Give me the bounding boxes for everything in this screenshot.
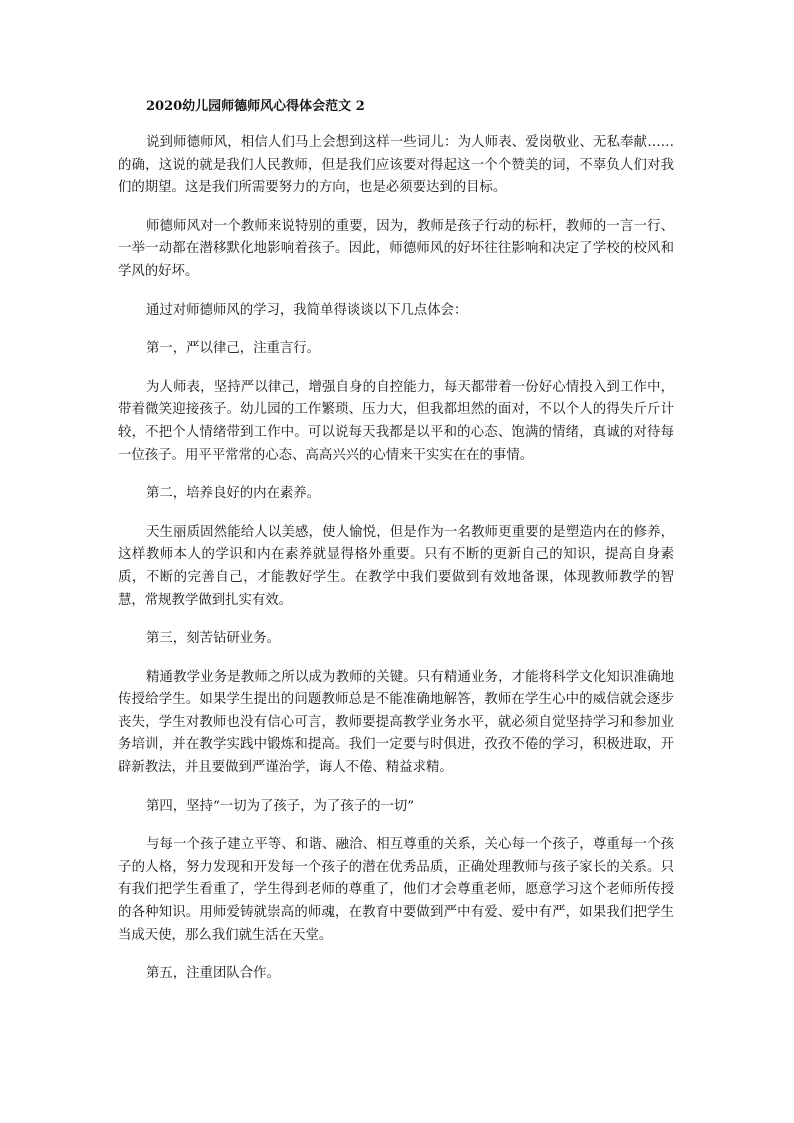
paragraph-7: 与每一个孩子建立平等、和谐、融洽、相互尊重的关系，关心每一个孩子，尊重每一个孩子的人格，努力发现和开发每一个孩子的潜在优秀品质，正确处理教师与孩子家长的关系。只有我们把学生看重了，学生得到老师的尊重了，他们才会尊重老师，愿意学习这个老师所传授的各种知识。用师爱铸就崇高的师魂，在教育中要做到严中有爱、爱中有严，如果我们把学生当成天使，那么我们就生活在天堂。 (118, 837, 674, 943)
paragraph-2: 师德师风对一个教师来说特别的重要，因为，教师是孩子行动的标杆，教师的一言一行、一举一动都在潜移默化地影响着孩子。因此，师德师风的好坏往往影响和决定了学校的校风和学风的好坏。 (118, 218, 674, 279)
paragraph-1: 说到师德师风，相信人们马上会想到这样一些词儿：为人师表、爱岗敬业、无私奉献……的确，这说的就是我们人民教师，但是我们应该要对得起这一个个赞美的词，不辜负人们对我们的期望。这是我们所需要努力的方向，也是必须要达到的目标。 (118, 135, 674, 196)
section-heading-3: 第三，刻苦钻研业务。 (146, 631, 280, 647)
section-heading-2: 第二，培养良好的内在素养。 (146, 486, 321, 502)
document-title: 2020幼儿园师德师风心得体会范文 2 (146, 99, 365, 114)
paragraph-3: 通过对师德师风的学习，我简单得谈谈以下几点体会： (146, 302, 468, 318)
section-heading-1: 第一，严以律己，注重言行。 (146, 341, 321, 357)
paragraph-5: 天生丽质固然能给人以美感，使人愉悦，但是作为一名教师更重要的是塑造内在的修养，这样教师本人的学识和内在素养就显得格外重要。只有不断的更新自己的知识，提高自身素质，不断的完善自己，才能教好学生。在教学中我们要做到有效地备课，体现教师教学的智慧，常规教学做到扎实有效。 (118, 524, 674, 608)
paragraph-6: 精通教学业务是教师之所以成为教师的关键。只有精通业务，才能将科学文化知识准确地传授给学生。如果学生提出的问题教师总是不能准确地解答，教师在学生心中的威信就会逐步丧失，学生对教师也没有信心可言，教师要提高教学业务水平，就必须自觉坚持学习和参加业务培训，并在教学实践中锻炼和提高。我们一定要与时俱进，孜孜不倦的学习，积极进取，开辟新教法，并且要做到严谨治学，诲人不倦、精益求精。 (118, 669, 674, 776)
section-heading-4: 第四，坚持“一切为了孩子，为了孩子的一切” (146, 798, 415, 814)
paragraph-4: 为人师表，坚持严以律己，增强自身的自控能力，每天都带着一份好心情投入到工作中，带着微笑迎接孩子。幼儿园的工作繁琐、压力大，但我都坦然的面对，不以个人的得失斤斤计较，不把个人情绪带到工作中。可以说每天我都是以平和的心态、饱满的情绪，真诚的对待每一位孩子。用平平常常的心态、高高兴兴的心情来干实实在在的事情。 (118, 379, 674, 463)
section-heading-5: 第五，注重团队合作。 (146, 966, 280, 982)
document-body (118, 96, 674, 1002)
